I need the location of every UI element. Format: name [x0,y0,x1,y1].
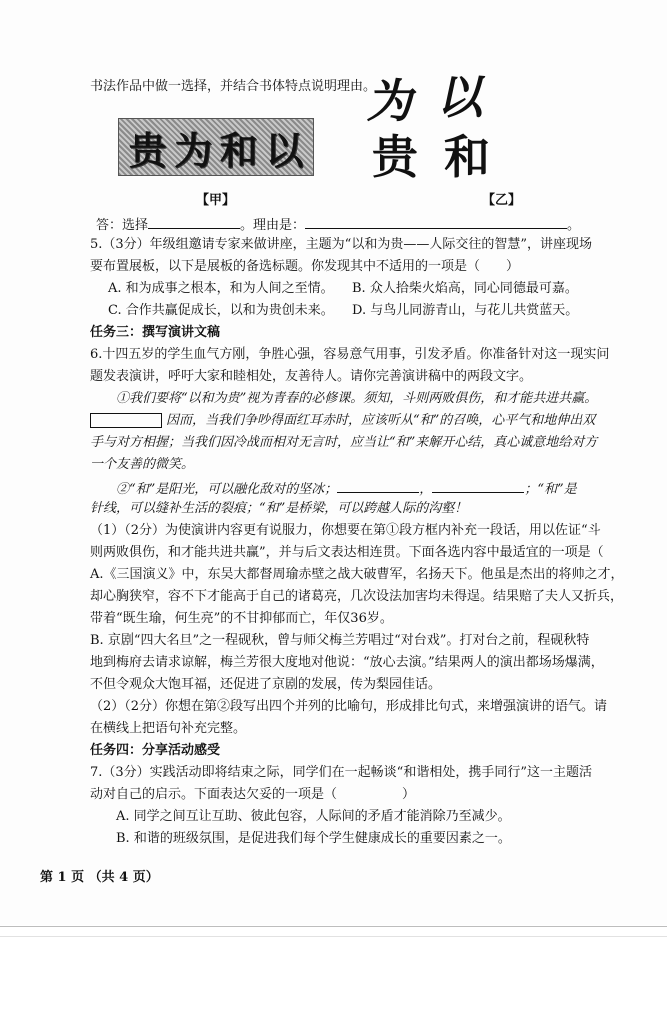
q6-sub1-line-2: 则两败俱伤，和才能共进共赢”，并与后文表达相连贯。下面各选内容中最适宜的一项是（ [90,545,604,560]
calli-jia-char: 和 [219,127,258,173]
q6-sub2-line-2: 在横线上把语句补充完整。 [90,721,247,736]
q5-option-a: A. 和为成事之根本，和为人间之至情。 [108,281,334,296]
page-divider [0,936,667,937]
q6-sub1-line-1: （1）（2分）为使演讲内容更有说服力，你想要在第①段方框内补充一段话，用以佐证“斗 [90,523,601,538]
label-jia: 【甲】 [196,193,236,208]
q6-option-b-line-2: 地到梅府去请求谅解，梅兰芳很大度地对他说：“放心去演。”结果两人的演出都场场爆满， [90,655,604,670]
q6-para2-line-1 [116,478,577,499]
q7-line-2: 动对自己的启示。下面表达欠妥的一项是（ ） [90,787,416,802]
intro-line: 书法作品中做一选择，并结合书体特点说明理由。 [90,79,377,94]
answer-middle: 。理由是： [240,218,306,233]
q5-line-1: 5.（3分）年级组邀请专家来做讲座，主题为“以和为贵——人际交往的智慧”，讲座现场 [90,237,592,252]
q6-para1-line-4: 一个友善的微笑。 [90,457,195,472]
calli-yi-char: 以 [434,70,492,124]
calli-yi-char: 和 [444,130,490,184]
answer-reason-blank[interactable] [305,214,567,229]
q6-para1-line-2 [90,412,595,430]
q6-option-b-line-3: 不但令观众大饱耳福，还促进了京剧的发展，传为梨园佳话。 [90,677,442,692]
task3-title: 任务三：撰写演讲文稿 [90,325,221,340]
q6-para1-line-3: 手与对方相握；当我们因冷战而相对无言时，应当让“和”来解开心结，真心诚意地给对方 [90,435,598,450]
q5-line-2: 要布置展板，以下是展板的备选标题。你发现其中不适用的一项是（ ） [90,259,520,274]
q6-sub2-line-1: （2）（2分）你想在第②段写出四个并列的比喻句，形成排比句式，来增强演讲的语气。请 [90,699,608,714]
calli-jia-char: 贵 [128,127,167,173]
q7-option-a: A. 同学之间互让互助、彼此包容，人际间的矛盾才能消除乃至减少。 [116,809,511,824]
answer-prefix: 答：选择 [96,218,149,233]
q5-option-b: B. 众人拾柴火焰高，同心同德最可嘉。 [352,281,578,296]
label-yi: 【乙】 [482,193,522,208]
page-divider [0,926,667,927]
q6-para2-line-2: 针线，可以缝补生活的裂痕；“和”是桥梁，可以跨越人际的沟壑！ [90,501,468,516]
q5-option-d: D. 与鸟儿同游青山，与花儿共赏蓝天。 [352,303,579,318]
q6-line-2: 题发表演讲，呼吁大家和睦相处，友善待人。请你完善演讲稿中的两段文字。 [90,369,533,384]
para1-line-2-text: 因而，当我们争吵得面红耳赤时，应该听从“和”的召唤，心平气和地伸出双 [166,413,596,428]
q6-para1-line-1: ①我们要将“以和为贵”视为青春的必修课。须知，斗则两败俱伤，和才能共进共赢。 [116,391,598,406]
page-footer: 第 1 页 （共 4 页） [40,870,159,885]
q6-option-b-line-1: B. 京剧“四大名旦”之一程砚秋，曾与师父梅兰芳唱过“对台戏”。打对台之前，程砚秋特 [90,633,590,648]
calligraphy-jia-image [118,118,314,176]
q6-line-1: 6.十四五岁的学生血气方刚，争胜心强，容易意气用事，引发矛盾。你准备针对这一现实问 [90,347,610,362]
answer-line [96,214,580,235]
para2-start: ②“和”是阳光，可以融化敌对的坚冰； [116,482,338,497]
task4-title: 任务四：分享活动感受 [90,743,221,758]
q6-option-a-line-1: A.《三国演义》中，东吴大都督周瑜赤壁之战大破曹军，名扬天下。他虽是杰出的将帅之才， [90,567,624,582]
para2-blank-1[interactable] [337,478,419,493]
calli-jia-char: 为 [174,127,213,173]
q7-line-1: 7.（3分）实践活动即将结束之际，同学们在一起畅谈“和谐相处，携手同行”这一主题活 [90,765,592,780]
para1-answer-box[interactable] [90,413,162,428]
calli-jia-char: 以 [265,127,304,173]
answer-suffix: 。 [567,218,581,233]
para2-semicolon: ；“和”是 [524,482,577,497]
para2-comma: ， [419,482,433,497]
q6-option-a-line-2: 却心胸狭窄，容不下才能高于自己的诸葛亮，几次设法加害均未得逞。结果赔了夫人又折兵， [90,589,624,604]
q6-option-a-line-3: 带着“既生瑜，何生亮”的不甘抑郁而亡，年仅36岁。 [90,611,393,626]
calli-yi-char: 贵 [372,130,418,184]
answer-choice-blank[interactable] [148,214,240,229]
q7-option-b: B. 和谐的班级氛围，是促进我们每个学生健康成长的重要因素之一。 [116,831,511,846]
calligraphy-yi-image [362,72,512,192]
q5-option-c: C. 合作共赢促成长，以和为贵创未来。 [108,303,334,318]
para2-blank-2[interactable] [432,478,524,493]
calli-yi-char: 为 [364,74,422,128]
